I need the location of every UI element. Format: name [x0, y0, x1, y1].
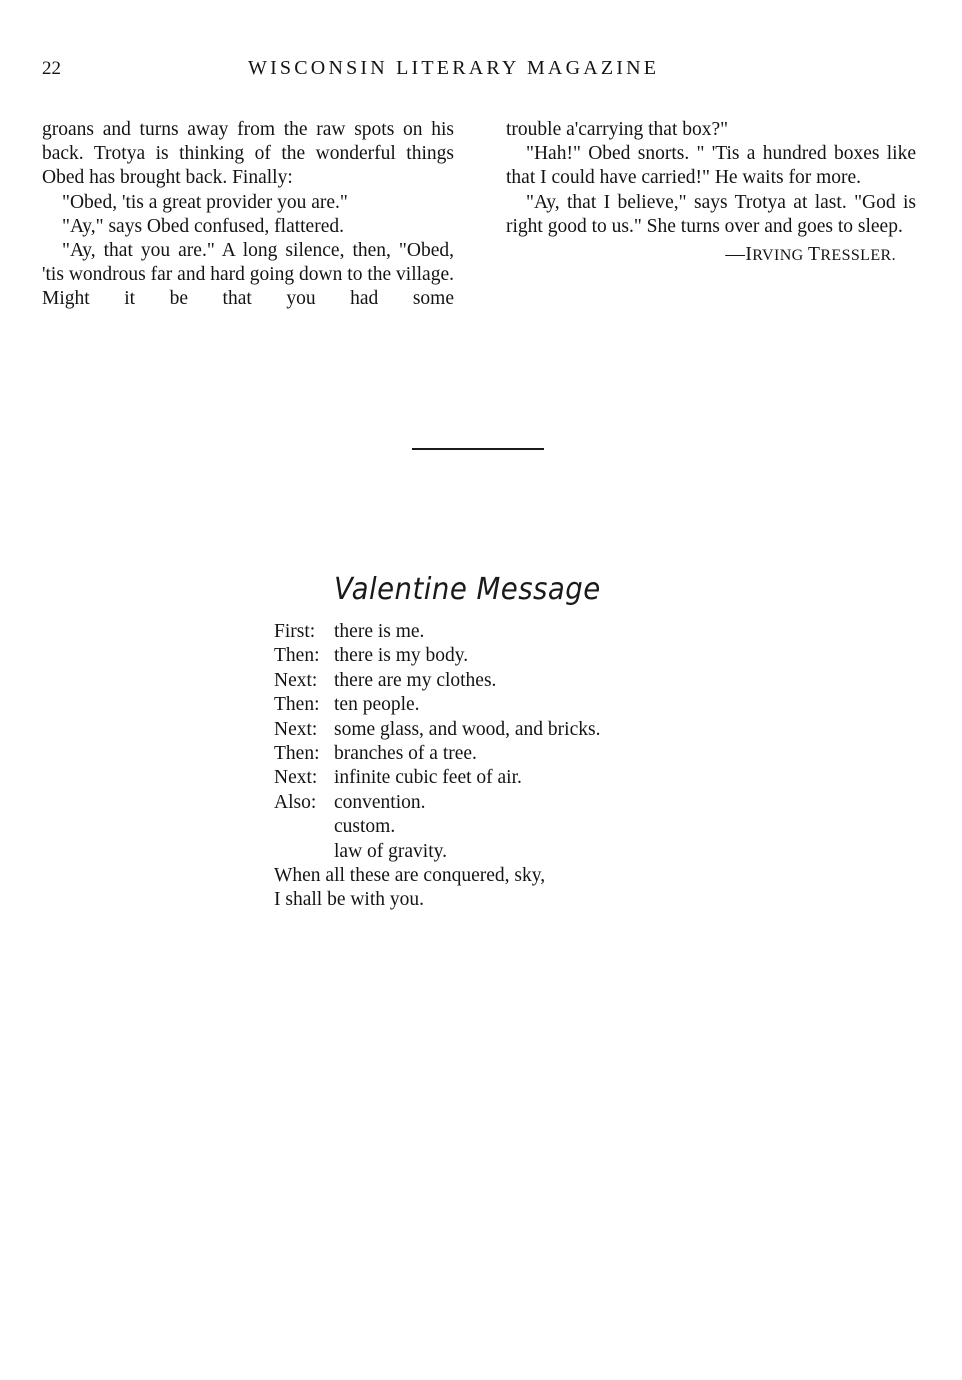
poem-line: [274, 620, 600, 644]
poem-line: [274, 766, 600, 790]
poem-line-text: branches of a tree.: [334, 742, 477, 764]
poem-line: [274, 693, 600, 717]
poem-closing-line: I shall be with you.: [274, 889, 425, 911]
signature-smallcaps: RESSLER.: [820, 247, 896, 265]
poem-closing-line: When all these are conquered, sky,: [274, 864, 546, 886]
signature-initial: T: [808, 244, 821, 266]
story-paragraph: groans and turns away from the raw spots on his back. Trotya is thinking of the wonderful things Obed has brought back. Finally:: [42, 119, 454, 189]
story-paragraph: "Ay, that you are." A long silence, then, "Obed, 'tis wondrous far and hard going down to the village. Might it be that you had some: [42, 240, 454, 310]
signature-smallcaps: RVING: [752, 247, 804, 265]
poem-line-text: ten people.: [334, 694, 420, 716]
story-left-column: [42, 118, 454, 312]
poem-line-text: there are my clothes.: [334, 669, 497, 691]
story-paragraph: "Ay, that I believe," says Trotya at last. "God is right good to us." She turns over and goes to sleep.: [506, 191, 916, 237]
author-signature: [506, 243, 896, 268]
poem-body: [274, 620, 600, 913]
poem-line: [274, 644, 600, 668]
poem-line-text: there is my body.: [334, 645, 469, 667]
story-paragraph: "Obed, 'tis a great provider you are.": [62, 191, 348, 213]
poem-line-label: First:: [274, 621, 316, 642]
poem-line-text: infinite cubic feet of air.: [334, 767, 522, 789]
poem-line: [274, 718, 600, 742]
page-number: 22: [42, 58, 61, 79]
poem-line-continuation: law of gravity.: [334, 840, 447, 862]
signature-initial: I: [745, 244, 753, 266]
poem-line-label: Also:: [274, 791, 317, 813]
poem-line-continuation: custom.: [334, 816, 396, 838]
poem-line-label: Next:: [274, 669, 318, 691]
poem-line-label: Then:: [274, 645, 320, 667]
running-head: WISCONSIN LITERARY MAGAZINE: [248, 57, 660, 79]
poem-line: [274, 742, 600, 766]
poem-line-text: there is me.: [334, 621, 425, 642]
poem-line-text: convention.: [334, 791, 426, 813]
story-paragraph: trouble a'carrying that box?": [506, 119, 729, 140]
poem-line-label: Then:: [274, 742, 320, 764]
poem-line-label: Then:: [274, 694, 320, 716]
poem-line-text: some glass, and wood, and bricks.: [334, 718, 601, 740]
poem-title: Valentine Message: [334, 572, 601, 607]
story-paragraph: "Ay," says Obed confused, flattered.: [62, 215, 344, 237]
section-divider: [412, 448, 544, 450]
poem-line: [274, 669, 600, 693]
signature-dash: —: [725, 244, 746, 266]
poem-line: [274, 791, 600, 815]
poem-line-label: Next:: [274, 767, 318, 789]
story-right-column: [506, 118, 916, 268]
poem-line-label: Next:: [274, 718, 318, 740]
story-paragraph: "Hah!" Obed snorts. " 'Tis a hundred boxes like that I could have carried!" He waits for more.: [506, 143, 916, 189]
